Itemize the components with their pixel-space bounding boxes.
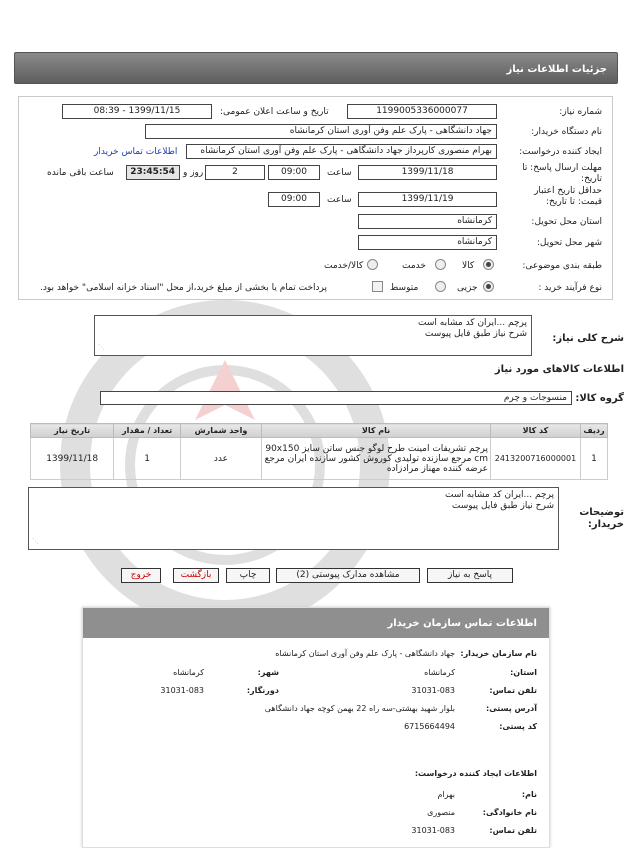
buyer-notes-line-2: شرح نیاز طبق فایل پیوست — [451, 501, 554, 511]
contact-city-label: شهر: — [257, 668, 279, 677]
need-number-label: شماره نیاز: — [559, 107, 602, 117]
contact-phone-label: تلفن تماس: — [489, 686, 537, 695]
contact-phone-value: 31031-083 — [411, 686, 455, 695]
validity-label: حداقل تاریخ اعتبار — [534, 186, 602, 196]
category-radio-goods[interactable] — [483, 259, 494, 270]
contact-province-label: استان: — [510, 668, 537, 677]
payment-note: پرداخت تمام یا بخشی از مبلغ خرید،از محل "اسناد خزانه اسلامی" خواهد بود. — [40, 283, 328, 293]
remaining-label: ساعت باقی مانده — [47, 168, 114, 178]
col-code: کد کالا — [491, 424, 581, 438]
category-option-goods: کالا — [462, 261, 475, 271]
creator-label: ایجاد کننده درخواست: — [519, 147, 602, 157]
contact-fax-label: دورنگار: — [246, 686, 279, 695]
group-field: منسوجات و چرم — [100, 391, 572, 405]
col-date: تاریخ نیاز — [31, 424, 114, 438]
summary-line-1: پرچم ...ایران کد مشابه است — [418, 318, 527, 328]
creator-phone-value: 31031-083 — [411, 826, 455, 835]
items-table-header — [31, 424, 608, 438]
category-option-service: خدمت — [402, 261, 426, 271]
category-label: طبقه بندی موضوعی: — [522, 261, 602, 271]
city-label: شهر محل تحویل: — [536, 238, 602, 248]
days-field: 2 — [205, 165, 265, 180]
contact-address-label: آدرس پستی: — [486, 704, 537, 713]
deadline-time-label: ساعت — [327, 168, 352, 178]
creator-info-title: اطلاعات ایجاد کننده درخواست: — [414, 769, 537, 778]
need-number-field: 1199005336000077 — [347, 104, 497, 119]
contact-fax-value: 31031-083 — [160, 686, 204, 695]
buyer-field: جهاد دانشگاهی - پارک علم وفن آوری استان کرمانشاه — [145, 124, 497, 139]
creator-field: بهرام منصوری کارپرداز جهاد دانشگاهی - پارک علم وفن آوری استان کرمانشاه — [186, 144, 497, 159]
process-option-medium: متوسط — [390, 283, 419, 293]
contact-province-value: کرمانشاه — [424, 668, 455, 677]
col-name: نام کالا — [262, 424, 491, 438]
creator-phone-label: تلفن تماس: — [489, 826, 537, 835]
process-radio-minor[interactable] — [483, 281, 494, 292]
col-row: ردیف — [580, 424, 607, 438]
cell-row: 1 — [580, 438, 607, 480]
buyer-notes-textarea[interactable] — [28, 487, 559, 550]
contact-postal-value: 6715664494 — [404, 722, 455, 731]
category-option-both: کالا/خدمت — [324, 261, 364, 271]
reply-button[interactable]: پاسخ به نیاز — [427, 568, 513, 583]
deadline-date-field: 1399/11/18 — [358, 165, 497, 180]
cell-name: پرچم تشریفات امینت طرح لوگو جنس ساتن سایز 90x150 cm مرجع سازنده تولیدی کوروش کشور سازنده ایران مرجع عرضه کننده مهناز مرادزاده — [262, 438, 491, 480]
process-radio-medium[interactable] — [435, 281, 446, 292]
resize-grip-icon[interactable]: ⋰ — [98, 343, 105, 351]
days-label: روز و — [183, 168, 204, 178]
process-option-minor: جزیی — [457, 283, 478, 293]
buyer-notes-line-1: پرچم ...ایران کد مشابه است — [445, 490, 554, 500]
validity-date-field: 1399/11/19 — [358, 192, 497, 207]
items-table — [30, 423, 608, 480]
contact-city-value: کرمانشاه — [173, 668, 204, 677]
page-title: جزئیات اطلاعات نیاز — [506, 64, 607, 75]
summary-label: شرح کلی نیاز: — [552, 333, 624, 344]
category-radio-both[interactable] — [367, 259, 378, 270]
category-radio-service[interactable] — [435, 259, 446, 270]
cell-date: 1399/11/18 — [31, 438, 114, 480]
buyer-notes-label: توضیحات خریدار: — [579, 507, 624, 530]
summary-textarea[interactable] — [94, 315, 532, 356]
buyer-contact-link[interactable]: اطلاعات تماس خریدار — [94, 147, 178, 157]
treasury-checkbox[interactable] — [372, 281, 383, 292]
city-field: کرمانشاه — [358, 235, 497, 250]
creator-family-label: نام خانوادگی: — [482, 808, 537, 817]
contact-org-label: نام سازمان خریدار: — [460, 649, 537, 658]
province-field: کرمانشاه — [358, 214, 497, 229]
group-label: گروه کالا: — [575, 393, 624, 404]
deadline-time-field: 09:00 — [268, 165, 320, 180]
col-unit: واحد شمارش — [180, 424, 261, 438]
announce-label: تاریخ و ساعت اعلان عمومی: — [220, 107, 329, 117]
process-label: نوع فرآیند خرید : — [538, 283, 602, 293]
creator-name-value: بهرام — [437, 790, 455, 799]
page-header — [14, 52, 618, 84]
cell-unit: عدد — [180, 438, 261, 480]
cell-code: 2413200716000001 — [491, 438, 581, 480]
deadline-label-date: تاریخ: — [581, 174, 602, 184]
deadline-label: مهلت ارسال پاسخ: تا — [522, 163, 602, 173]
province-label: استان محل تحویل: — [531, 217, 602, 227]
cell-qty: 1 — [114, 438, 181, 480]
validity-time-field: 09:00 — [268, 192, 320, 207]
print-button[interactable]: چاپ — [226, 568, 270, 583]
buyer-contact-card — [82, 607, 550, 848]
contact-postal-label: کد پستی: — [499, 722, 537, 731]
validity-label-date: قیمت: تا تاریخ: — [546, 197, 602, 207]
table-row — [31, 438, 608, 480]
summary-line-2: شرح نیاز طبق فایل پیوست — [424, 329, 527, 339]
remaining-time-field: 23:45:54 — [126, 165, 180, 180]
announce-field: 1399/11/15 - 08:39 — [62, 104, 212, 119]
exit-button[interactable]: خروج — [121, 568, 161, 583]
creator-name-label: نام: — [521, 790, 537, 799]
attachments-button[interactable]: مشاهده مدارک پیوستی (2) — [276, 568, 420, 583]
resize-grip-icon[interactable]: ⋰ — [32, 537, 39, 545]
contact-address-value: بلوار شهید بهشتی-سه راه 22 بهمن کوچه جهاد دانشگاهی — [264, 704, 455, 713]
validity-time-label: ساعت — [327, 195, 352, 205]
items-section-title: اطلاعات کالاهای مورد نیاز — [494, 364, 624, 375]
back-button[interactable]: بازگشت — [173, 568, 219, 583]
col-qty: تعداد / مقدار — [114, 424, 181, 438]
buyer-label: نام دستگاه خریدار: — [531, 127, 602, 137]
contact-org-value: جهاد دانشگاهی - پارک علم وفن آوری استان کرمانشاه — [275, 649, 455, 658]
creator-family-value: منصوری — [427, 808, 455, 817]
contact-card-title: اطلاعات تماس سازمان خریدار — [83, 608, 549, 638]
